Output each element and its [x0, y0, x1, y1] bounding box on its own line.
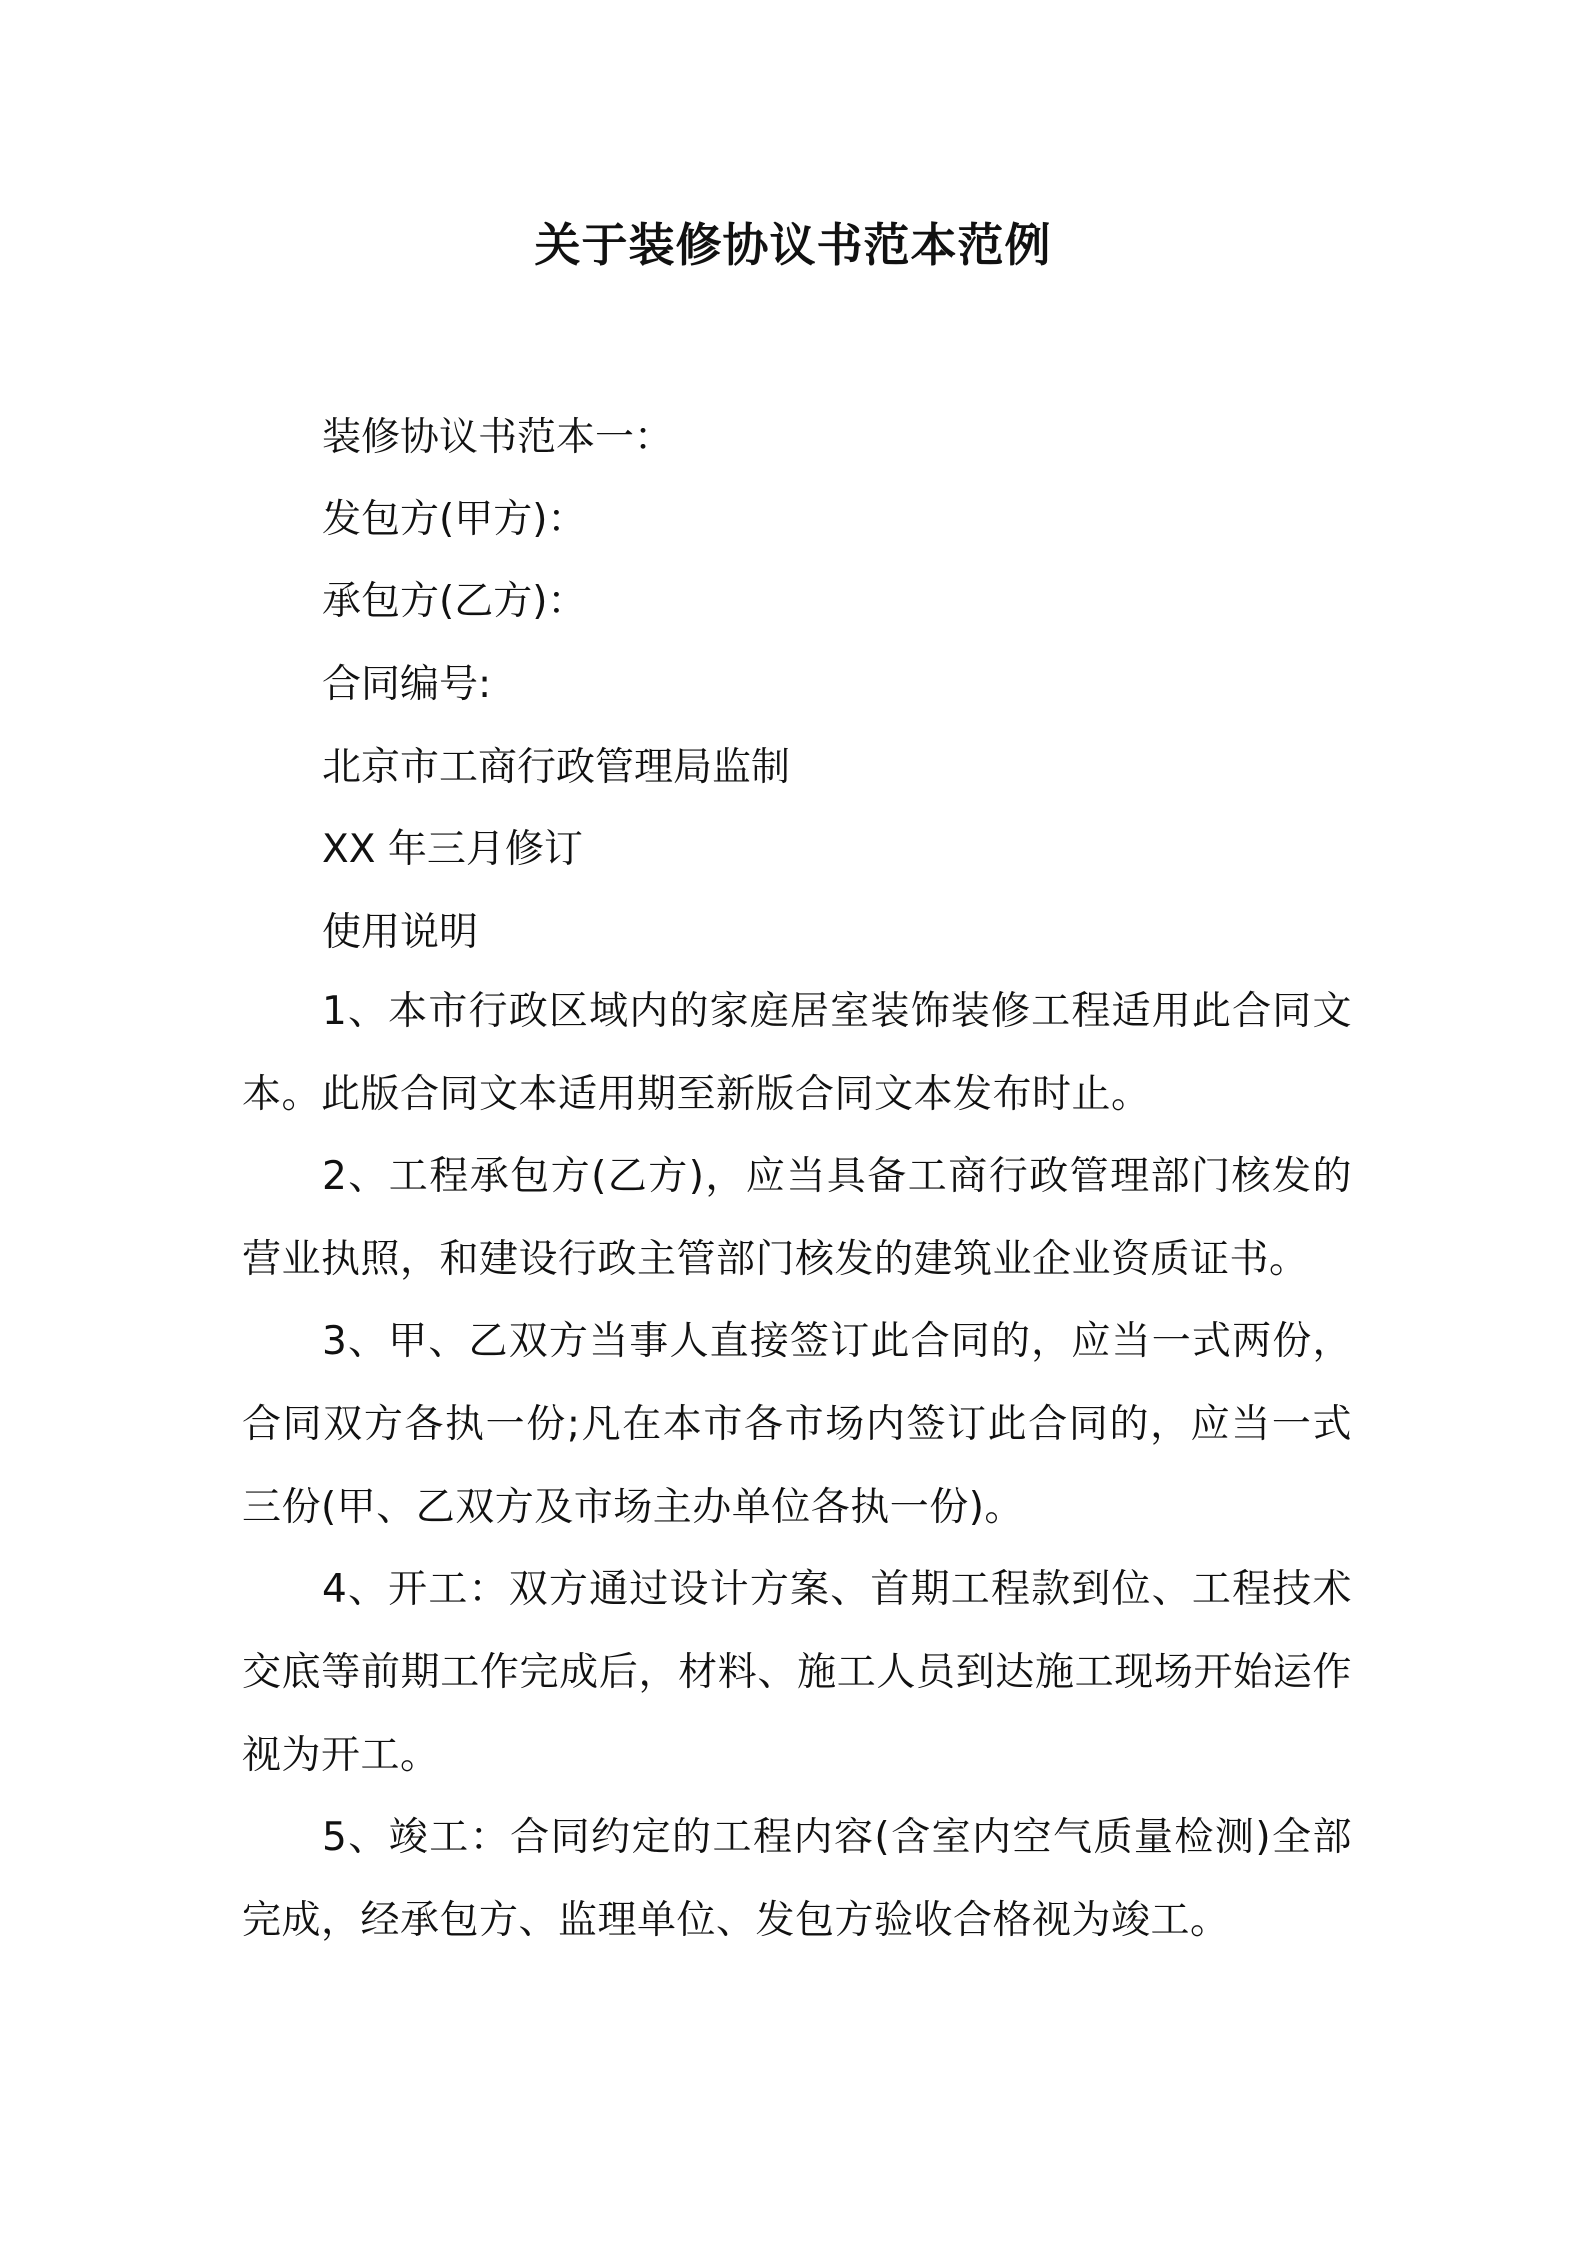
paragraph-1: 1、本市行政区域内的家庭居室装饰装修工程适用此合同文本。此版合同文本适用期至新版合同文本发布时止。 [242, 989, 1352, 1117]
agreement-heading: 装修协议书范本一： [322, 415, 674, 460]
supervisor-line: 北京市工商行政管理局监制 [322, 745, 791, 790]
paragraph-4: 4、开工：双方通过设计方案、首期工程款到位、工程技术交底等前期工作完成后，材料、施工人员到达施工现场开始运作视为开工。 [242, 1567, 1352, 1778]
contract-number-line: 合同编号: [322, 662, 492, 707]
party-b-line: 承包方(乙方)： [322, 579, 587, 624]
paragraph-5: 5、竣工：合同约定的工程内容(含室内空气质量检测)全部完成，经承包方、监理单位、发包方验收合格视为竣工。 [242, 1815, 1352, 1943]
paragraph-2: 2、工程承包方(乙方)，应当具备工商行政管理部门核发的营业执照，和建设行政主管部门核发的建筑业企业资质证书。 [242, 1154, 1352, 1282]
revision-line: XX 年三月修订 [322, 827, 583, 872]
party-a-line: 发包方(甲方)： [322, 497, 587, 542]
document-title: 关于装修协议书范本范例 [534, 218, 1052, 272]
paragraph-3: 3、甲、乙双方当事人直接签订此合同的，应当一式两份，合同双方各执一份;凡在本市各市场内签订此合同的，应当一式三份(甲、乙双方及市场主办单位各执一份)。 [242, 1319, 1352, 1530]
usage-instructions-heading: 使用说明 [322, 910, 479, 955]
